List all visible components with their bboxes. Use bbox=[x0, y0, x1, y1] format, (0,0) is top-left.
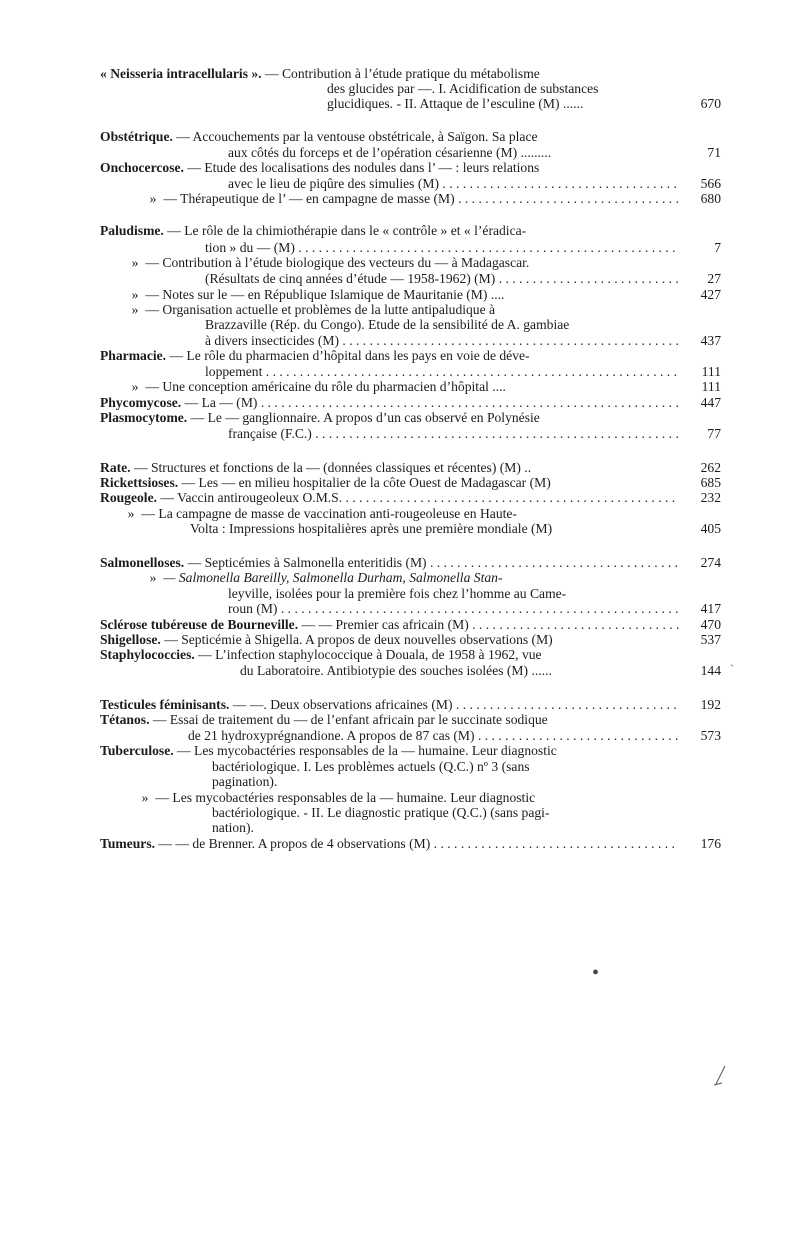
entry-text: — Contribution à l’étude pratique du métabolisme bbox=[261, 66, 540, 81]
ditto-mark: » bbox=[127, 506, 135, 521]
page-number: 192 bbox=[700, 697, 721, 712]
entry-text: bactériologique. - II. Le diagnostic pratique (Q.C.) (sans pagi- bbox=[212, 805, 550, 820]
entry-text: — La campagne de masse de vaccination anti-rougeoleuse en Haute- bbox=[138, 506, 517, 521]
entry-text: — L’infection staphylococcique à Douala, de 1958 à 1962, vue bbox=[194, 647, 542, 662]
entry-heading: Shigellose. bbox=[100, 632, 161, 647]
entry-heading: « Neisseria intracellularis ». bbox=[100, 66, 262, 81]
page-number: 262 bbox=[700, 460, 721, 475]
entry-text: — Le rôle du pharmacien d’hôpital dans les pays en voie de déve- bbox=[166, 348, 530, 363]
entry-heading: Plasmocytome. bbox=[100, 410, 188, 425]
entry-heading: Tétanos. bbox=[100, 712, 150, 727]
entry-text: du Laboratoire. Antibiotypie des souches isolées (M) ...... bbox=[240, 663, 552, 678]
entry-text: — Salmonella Bareilly, Salmonella Durham, Salmonella Stan- bbox=[160, 570, 503, 585]
entry-text: — Le — ganglionnaire. A propos d’un cas observé en Polynésie bbox=[187, 410, 540, 425]
page-number: 71 bbox=[707, 145, 721, 160]
page-number: 447 bbox=[700, 395, 721, 410]
ditto-mark: » bbox=[131, 255, 139, 270]
entry-text: — Les mycobactéries responsables de la — humaine. Leur diagnostic bbox=[152, 790, 536, 805]
ditto-mark: » bbox=[149, 191, 157, 206]
ditto-mark: » bbox=[131, 287, 139, 302]
entry-text: (Résultats de cinq années d’étude — 1958-1962) (M) . . . bbox=[205, 270, 679, 288]
entry-text: — Les mycobactéries responsables de la — humaine. Leur diagnostic bbox=[173, 743, 557, 758]
entry-text: roun (M) . . . bbox=[228, 600, 679, 618]
page-number: 537 bbox=[700, 632, 721, 647]
page-number: 176 bbox=[700, 836, 721, 851]
page-number: 417 bbox=[700, 601, 721, 616]
page-number: 566 bbox=[700, 176, 721, 191]
entry-heading: Sclérose tubéreuse de Bourneville. bbox=[100, 617, 299, 632]
entry-text: — Structures et fonctions de la — (données classiques et récentes) (M) .. bbox=[130, 460, 532, 475]
stray-mark: ˋ bbox=[730, 662, 734, 676]
page-number: 427 bbox=[700, 287, 721, 302]
entry-text: — — de Brenner. A propos de 4 observations (M) bbox=[155, 836, 431, 851]
entry-text: tion » du — (M) . . . bbox=[205, 239, 679, 257]
entry-heading: Obstétrique. bbox=[100, 129, 173, 144]
page-number: 27 bbox=[707, 271, 721, 286]
entry-text: à divers insecticides (M) . . . bbox=[205, 332, 679, 350]
entry-text: — Thérapeutique de l’ — en campagne de masse (M) bbox=[160, 191, 455, 206]
entry-heading: Tuberculose. bbox=[100, 743, 174, 758]
page-number: 670 bbox=[700, 96, 721, 111]
entry-text: — Septicémies à Salmonella enteritidis (M) bbox=[184, 555, 427, 570]
page-number: 470 bbox=[700, 617, 721, 632]
entry-text: loppement . . . bbox=[205, 363, 679, 381]
entry-text: aux côtés du forceps et de l’opération césarienne (M) ......... bbox=[228, 145, 552, 160]
entry-text: — — Premier cas africain (M) bbox=[298, 617, 469, 632]
entry-text: Volta : Impressions hospitalières après une première mondiale (M) bbox=[190, 521, 553, 536]
entry-heading: Staphylococcies. bbox=[100, 647, 195, 662]
entry-text: bactériologique. I. Les problèmes actuels (Q.C.) nº 3 (sans bbox=[212, 759, 530, 774]
entry-heading: Rickettsioses. bbox=[100, 475, 179, 490]
entry-text: — Les — en milieu hospitalier de la côte Ouest de Madagascar (M) bbox=[178, 475, 551, 490]
page-number: 685 bbox=[700, 475, 721, 490]
entry-text: — La — (M) bbox=[181, 395, 258, 410]
pencil-mark bbox=[712, 1064, 728, 1088]
entry-heading: Rate. bbox=[100, 460, 131, 475]
page-number: 111 bbox=[701, 379, 721, 394]
entry-text: — Contribution à l’étude biologique des vecteurs du — à Madagascar. bbox=[142, 255, 530, 270]
entry-text: — Septicémie à Shigella. A propos de deux nouvelles observations (M) bbox=[160, 632, 553, 647]
entry-heading: Phycomycose. bbox=[100, 395, 182, 410]
entry-heading: Onchocercose. bbox=[100, 160, 184, 175]
page-number: 680 bbox=[700, 191, 721, 206]
entry-heading: Pharmacie. bbox=[100, 348, 167, 363]
page-number: 437 bbox=[700, 333, 721, 348]
entry-text: — Vaccin antirougeoleux O.M.S. bbox=[157, 490, 343, 505]
entry-text: — Etude des localisations des nodules dans l’ — : leurs relations bbox=[183, 160, 540, 175]
entry-text: avec le lieu de piqûre des simulies (M) . . . bbox=[228, 175, 679, 193]
entry-heading: Testicules féminisants. bbox=[100, 697, 230, 712]
page-number: 111 bbox=[701, 364, 721, 379]
entry-heading: Tumeurs. bbox=[100, 836, 156, 851]
entry-text: pagination). bbox=[212, 774, 278, 789]
entry-text: — Le rôle de la chimiothérapie dans le « contrôle » et « l’éradica- bbox=[163, 223, 527, 238]
ditto-mark: » bbox=[131, 379, 139, 394]
entry-text: leyville, isolées pour la première fois chez l’homme au Came- bbox=[228, 586, 567, 601]
entry-text: — Organisation actuelle et problèmes de la lutte antipaludique à bbox=[142, 302, 496, 317]
entry-text: glucidiques. - II. Attaque de l’esculine (M) ...... bbox=[327, 96, 584, 111]
page-number: 405 bbox=[700, 521, 721, 536]
ditto-mark: » bbox=[149, 570, 157, 585]
entry-text: — Essai de traitement du — de l’enfant africain par le succinate sodique bbox=[149, 712, 548, 727]
ditto-mark: » bbox=[131, 302, 139, 317]
entry-text: Brazzaville (Rép. du Congo). Etude de la sensibilité de A. gambiae bbox=[205, 317, 570, 332]
entry-text: — —. Deux observations africaines (M) bbox=[229, 697, 453, 712]
page-number: 232 bbox=[700, 490, 721, 505]
ditto-mark: » bbox=[141, 790, 149, 805]
entry-text: française (F.C.) . . . bbox=[228, 425, 679, 443]
entry-text: des glucides par —. I. Acidification de substances bbox=[327, 81, 599, 96]
entry-text: — Une conception américaine du rôle du pharmacien d’hôpital .... bbox=[142, 379, 506, 394]
page-number: 144 bbox=[700, 663, 721, 678]
entry-heading: Salmonelloses. bbox=[100, 555, 185, 570]
ink-spot: • bbox=[592, 962, 600, 984]
page-number: 573 bbox=[700, 728, 721, 743]
entry-text: — Notes sur le — en République Islamique de Mauritanie (M) .... bbox=[142, 287, 505, 302]
entry-text: de 21 hydroxyprégnandione. A propos de 87 cas (M) . . . bbox=[188, 727, 679, 745]
entry-text: nation). bbox=[212, 820, 254, 835]
page-number: 77 bbox=[707, 426, 721, 441]
page-number: 274 bbox=[700, 555, 721, 570]
entry-heading: Paludisme. bbox=[100, 223, 164, 238]
page-number: 7 bbox=[714, 240, 721, 255]
entry-text: — Accouchements par la ventouse obstétricale, à Saïgon. Sa place bbox=[172, 129, 538, 144]
entry-heading: Rougeole. bbox=[100, 490, 158, 505]
